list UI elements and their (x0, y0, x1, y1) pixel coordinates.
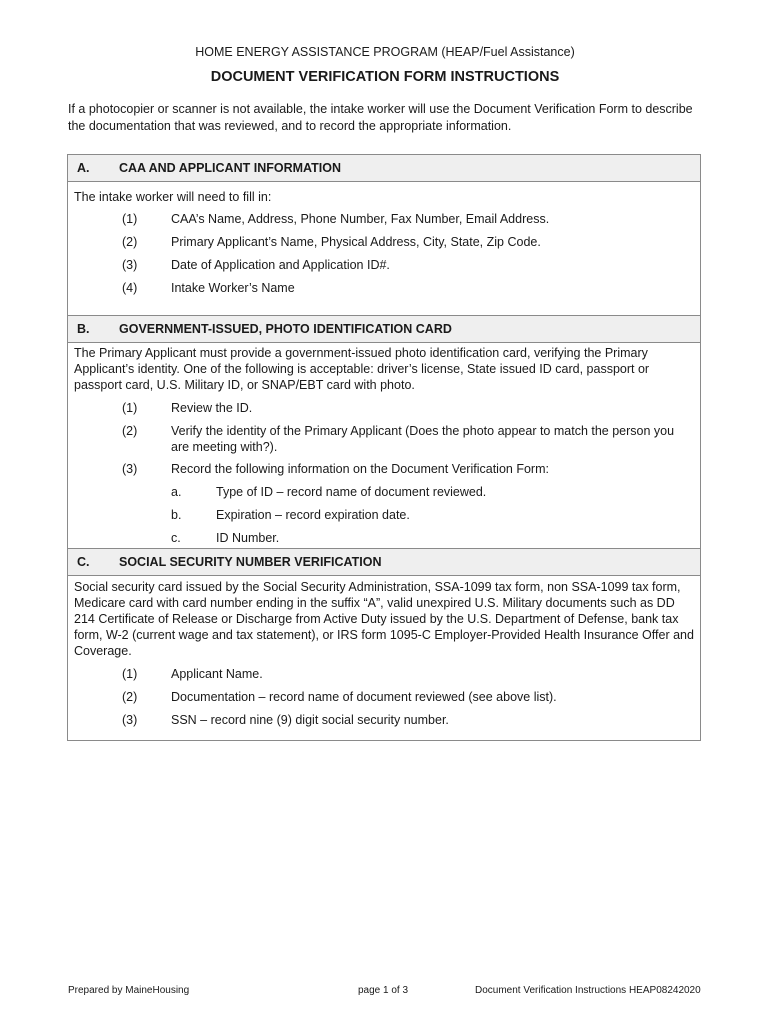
section-title: GOVERNMENT-ISSUED, PHOTO IDENTIFICATION CARD (119, 322, 452, 336)
section-a-body (68, 182, 700, 315)
footer-document-id: Document Verification Instructions HEAP08242020 (475, 985, 701, 996)
list-item (74, 257, 694, 273)
program-title: HOME ENERGY ASSISTANCE PROGRAM (HEAP/Fuel Assistance) (195, 45, 575, 59)
section-title: CAA AND APPLICANT INFORMATION (119, 161, 341, 175)
item-text: Record the following information on the Document Verification Form: (171, 462, 549, 476)
item-number: (2) (122, 424, 138, 438)
list-item (74, 280, 694, 296)
item-text: Documentation – record name of document reviewed (see above list). (171, 690, 557, 704)
section-letter: B. (77, 322, 90, 336)
sub-item-text: Expiration – record expiration date. (216, 508, 410, 522)
item-number: (1) (122, 401, 138, 415)
footer-page-number: page 1 of 3 (358, 985, 409, 996)
section-letter: C. (77, 555, 90, 569)
list-item (74, 712, 694, 728)
item-number: (2) (122, 235, 138, 249)
page-title: DOCUMENT VERIFICATION FORM INSTRUCTIONS (210, 69, 560, 85)
item-number: (3) (122, 258, 138, 272)
item-text: CAA’s Name, Address, Phone Number, Fax Number, Email Address. (171, 212, 550, 226)
section-letter: A. (77, 161, 90, 175)
sub-list-item (74, 507, 694, 523)
sub-list-item (74, 530, 694, 546)
item-number: (3) (122, 713, 138, 727)
list-item (74, 666, 694, 682)
item-number: (2) (122, 690, 138, 704)
list-item (74, 234, 694, 250)
sub-item-letter: b. (171, 508, 182, 522)
list-item (74, 211, 694, 227)
section-b-body (68, 343, 700, 548)
list-item (74, 461, 694, 477)
section-b-header (68, 315, 700, 343)
section-intro: Social security card issued by the Social Security Administration, SSA-1099 tax form, non SSA-1099 tax form, Medicare card with card number ending in the suffix “A”, valid unexpired U.S. Military documents such as DD 214 Certificate of Release or Discharge from Active Duty issued by the U.S. Department of Defense, bank tax form, W-2 (current wage and tax statement), or IRS form 1095-C Employer-Provided Health Insurance Offer and Coverage. (74, 580, 694, 658)
item-number: (1) (122, 212, 138, 226)
sub-item-text: Type of ID – record name of document reviewed. (216, 485, 487, 499)
item-text: Applicant Name. (171, 667, 263, 681)
item-text: Intake Worker’s Name (171, 281, 295, 295)
section-title: SOCIAL SECURITY NUMBER VERIFICATION (119, 555, 382, 569)
item-number: (4) (122, 281, 138, 295)
item-text: Review the ID. (171, 401, 253, 415)
sub-list-item (74, 484, 694, 500)
item-text: SSN – record nine (9) digit social security number. (171, 713, 449, 727)
list-item (74, 689, 694, 705)
section-c-header (68, 548, 700, 576)
item-text: Primary Applicant’s Name, Physical Address, City, State, Zip Code. (171, 235, 541, 249)
list-item (74, 400, 694, 416)
item-text: Date of Application and Application ID#. (171, 258, 390, 272)
intro-paragraph: If a photocopier or scanner is not available, the intake worker will use the Document Verification Form to describe the documentation that was reviewed, and to record the appropriate information. (68, 102, 693, 133)
sub-item-letter: c. (171, 531, 181, 545)
section-intro: The Primary Applicant must provide a government-issued photo identification card, verifying the Primary Applicant’s identity. One of the following is acceptable: driver’s license, State issued ID card, passport or passport card, U.S. Military ID, or SNAP/EBT card with photo. (74, 346, 650, 392)
section-a-header (68, 155, 700, 182)
list-item (74, 423, 694, 455)
footer-prepared-by: Prepared by MaineHousing (68, 985, 190, 996)
item-text: Verify the identity of the Primary Applicant (Does the photo appear to match the person you are meeting with?). (171, 424, 675, 454)
instructions-table (67, 154, 701, 741)
sub-item-letter: a. (171, 485, 182, 499)
section-intro: The intake worker will need to fill in: (74, 190, 272, 204)
sub-item-text: ID Number. (216, 531, 280, 545)
section-c-body (68, 576, 700, 728)
item-number: (1) (122, 667, 138, 681)
item-number: (3) (122, 462, 138, 476)
